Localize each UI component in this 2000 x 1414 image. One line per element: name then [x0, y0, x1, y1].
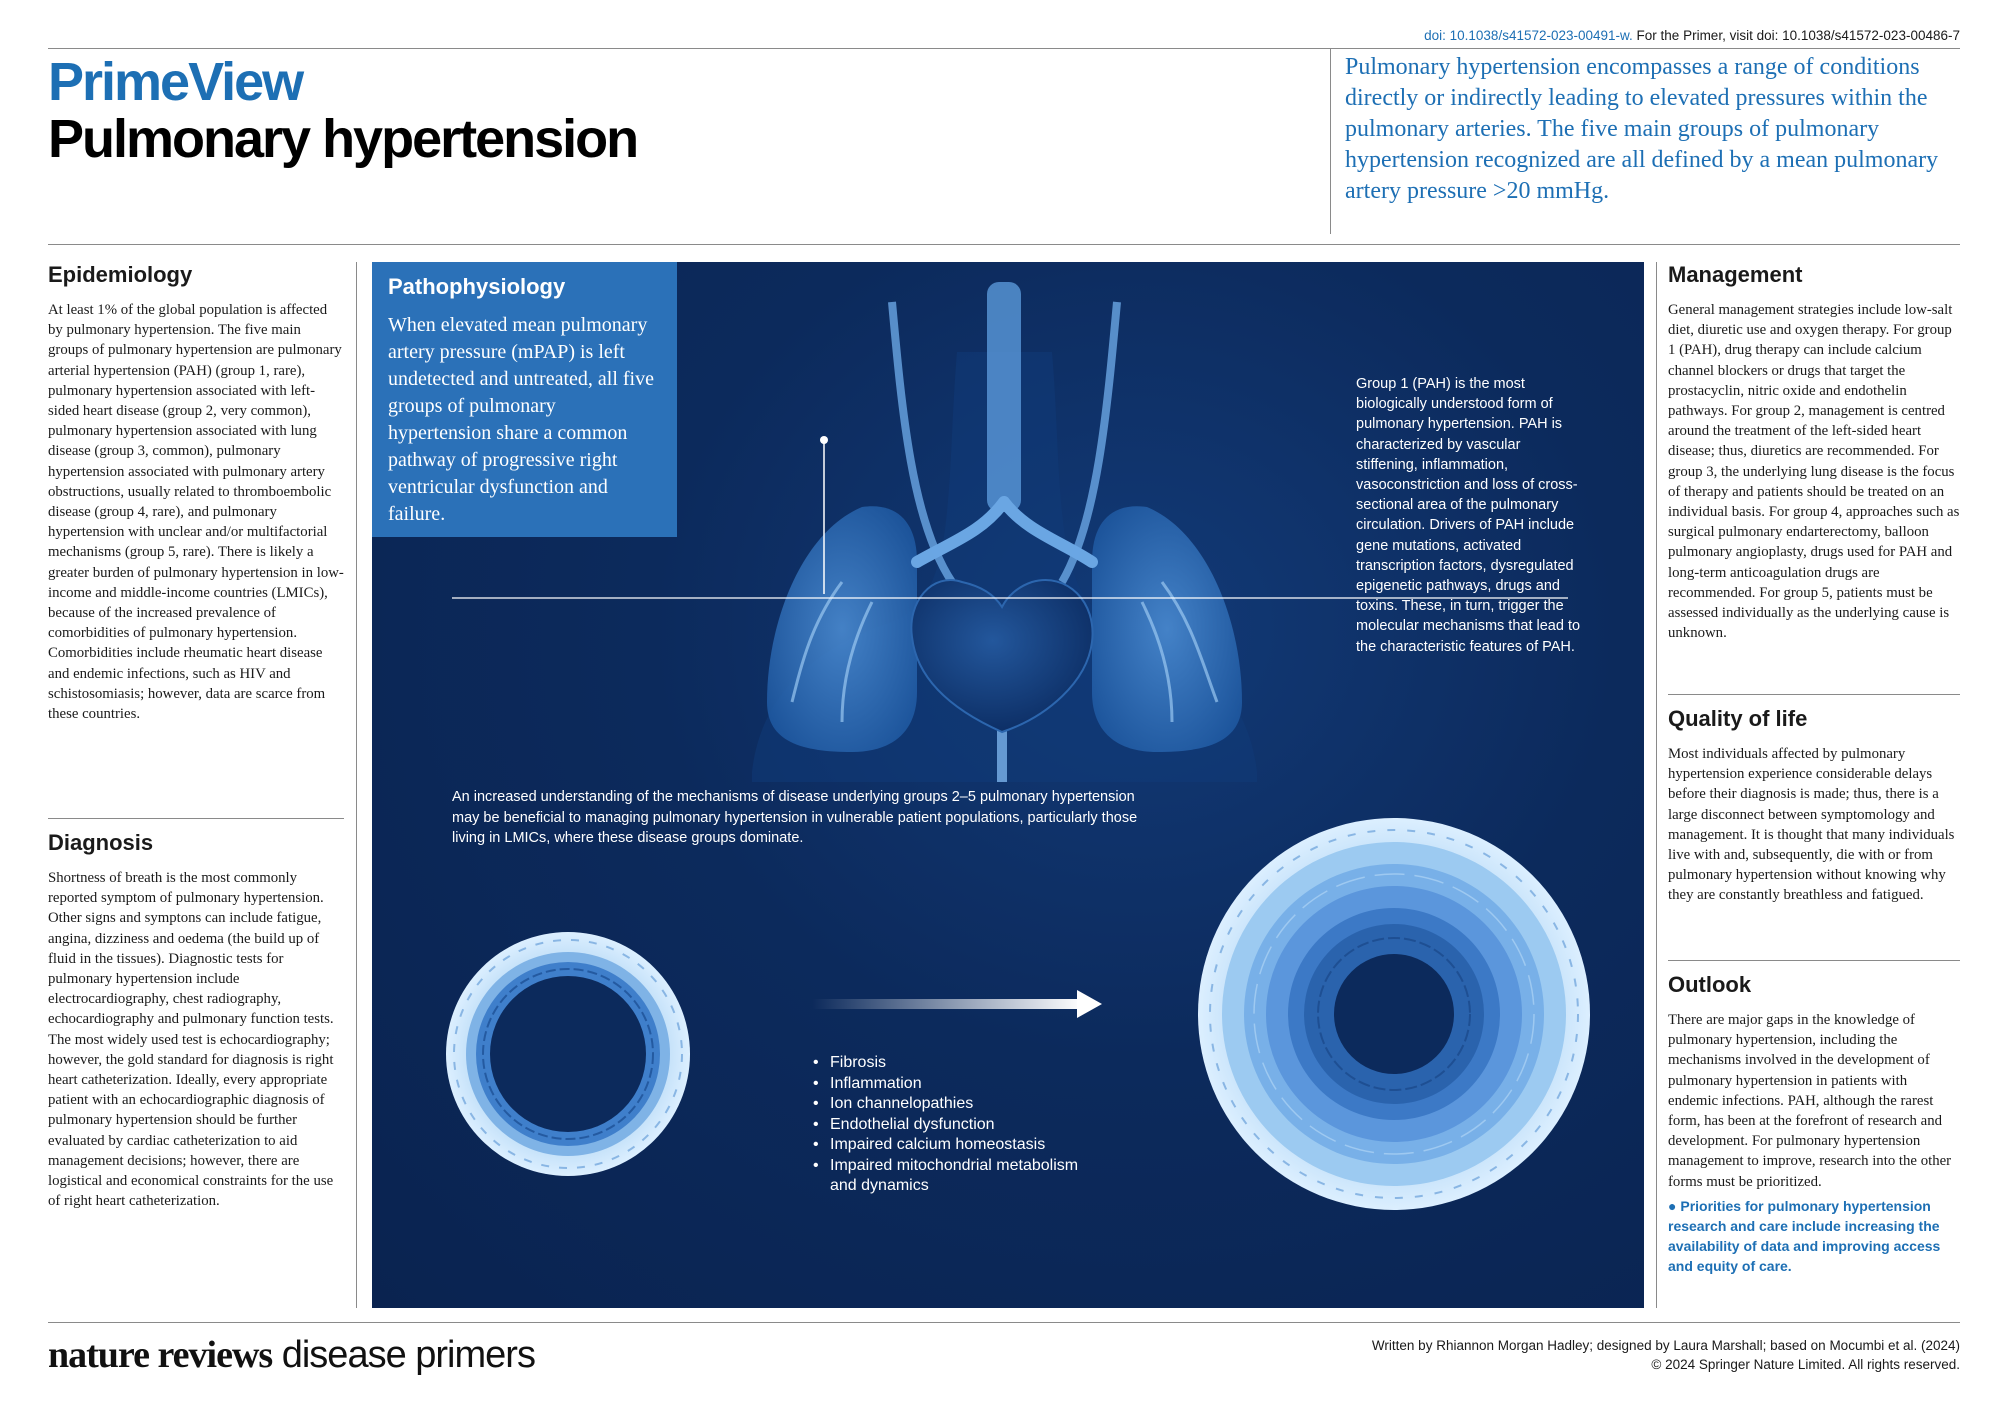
management-body: General management strategies include low-salt diet, diuretic use and oxygen therapy. For group 1 (PAH), drug therapy can include calcium channel blockers or drugs that target the prostacyclin, nitric oxide and endothelin pathways. For group 2, management is centred around the treatment of the left-sided heart disease; thus, diuretics are recommended. For group 3, the underlying lung disease is the focus of therapy and patients should be treated on an individual basis. For group 4, approaches such as surgical pulmonary endarterectomy, balloon pulmonary angioplasty, drugs used for PAH and long-term anticoagulation drugs are recommended. For group 5, patients must be assessed individually as the underlying cause is unknown. [1668, 302, 1960, 642]
management-section [1668, 262, 1960, 643]
bullet-icon: • [813, 1054, 819, 1071]
list-item: and dynamics [830, 1177, 929, 1194]
copyright: © 2024 Springer Nature Limited. All rights reserved. [1651, 1357, 1960, 1372]
progression-arrow [812, 990, 1102, 1018]
bullet-icon: • [813, 1115, 819, 1133]
groups-2-5-description: An increased understanding of the mechanisms of disease underlying groups 2–5 pulmonary hypertension may be beneficial to managing pulmonary hypertension in vulnerable patient populations, particularly those living in LMICs, where these disease groups dominate. [452, 789, 1138, 846]
left-separator [48, 818, 344, 819]
list-item: • Inflammation [813, 1074, 1078, 1095]
pathophysiology-box [372, 262, 677, 537]
priorities-callout [1668, 1196, 1960, 1276]
list-item: • Fibrosis [813, 1053, 1078, 1074]
outlook-heading: Outlook [1668, 972, 1752, 997]
quality-of-life-body: Most individuals affected by pulmonary hypertension experience considerable delays before their diagnosis is made; thus, there is a large disconnect between symptomology and management. It is thought that many individuals live with and, subsequently, die with or from pulmonary hypertension without knowing why they are constantly breathless and fatigued. [1668, 746, 1955, 904]
bullet-icon: • [813, 1136, 819, 1153]
right-separator-1 [1668, 694, 1960, 695]
diagnosis-section [48, 830, 344, 1211]
normal-artery-cross-section [446, 932, 690, 1176]
pathophysiology-body: When elevated mean pulmonary artery pressure (mPAP) is left undetected and untreated, all five groups of pulmonary hypertension share a common pathway of progressive right ventricular dysfunction and failure. [388, 314, 654, 525]
group1-description: Group 1 (PAH) is the most biologically understood form of pulmonary hypertension. PAH is characterized by vascular stiffening, inflammation, vasoconstriction and loss of cross-sectional area of the pulmonary circulation. Drivers of PAH include gene mutations, activated transcription factors, dysregulated epigenetic pathways, drugs and toxins. These, in turn, trigger the molecular mechanisms that lead to the characteristic features of PAH. [1356, 376, 1581, 655]
epidemiology-section [48, 262, 344, 724]
right-lung [1092, 506, 1242, 752]
trachea [987, 282, 1021, 512]
pathophysiology-heading: Pathophysiology [388, 274, 566, 299]
priorities-text: Priorities for pulmonary hypertension research and care include increasing the availability of data and improving access and equity of care. [1668, 1197, 1941, 1274]
outlook-section [1668, 972, 1960, 1276]
management-heading: Management [1668, 262, 1803, 287]
doi-link[interactable]: doi: 10.1038/s41572-023-00491-w. [1424, 28, 1633, 43]
quality-of-life-section [1668, 706, 1960, 906]
right-separator-2 [1668, 960, 1960, 961]
brand-light: disease primers [272, 1334, 535, 1376]
list-item: • Endothelial dysfunction [813, 1115, 1078, 1136]
list-item: • Impaired mitochondrial metabolism [813, 1156, 1078, 1177]
footer-rule [48, 1322, 1960, 1323]
top-rule [48, 48, 1960, 49]
doi-primer-text: For the Primer, visit doi: 10.1038/s41572-023-00486-7 [1632, 28, 1960, 43]
brand-bold: nature reviews [48, 1334, 273, 1376]
header-divider [1330, 48, 1331, 234]
pointer-dot [820, 436, 828, 444]
credits [1372, 1336, 1960, 1374]
brand-title: PrimeView [48, 52, 303, 112]
filled-circle-bullet-icon: ● [1668, 1197, 1681, 1214]
diagnosis-body: Shortness of breath is the most commonly reported symptom of pulmonary hypertension. Other signs and symptons can include fatigue, angina, dizziness and oedema (the build up of fluid in the tissues). Diagnostic tests for pulmonary hypertension include electrocardiography, chest radiography, echocardiography and pulmonary function tests. The most widely used test is echocardiography; however, the gold standard for diagnosis is right heart catheterization. Ideally, every appropriate patient with an echocardiographic diagnosis of pulmonary hypertension should be further evaluated by cardiac catheterization to aid management decisions; however, there are logistical and economical constraints for the use of right heart catheterization. [48, 870, 334, 1210]
page-title: Pulmonary hypertension [48, 109, 638, 169]
pathophysiology-panel [372, 262, 1644, 1308]
author-credit: Written by Rhiannon Morgan Hadley; designed by Laura Marshall; based on Mocumbi et al. (2024) [1371, 1338, 1960, 1353]
bullet-icon: • [813, 1074, 819, 1092]
quality-of-life-heading: Quality of life [1668, 706, 1808, 731]
left-column-divider [356, 262, 357, 1308]
remodelled-artery-cross-section [1198, 818, 1590, 1210]
bullet-icon: • [813, 1095, 819, 1112]
epidemiology-heading: Epidemiology [48, 262, 193, 287]
outlook-body: There are major gaps in the knowledge of pulmonary hypertension, including the mechanisms involved in the development of pulmonary hypertension in patients with endemic infections. PAH, although the rarest form, has been at the forefront of research and development. For pulmonary hypertension management to improve, research into the other forms must be prioritized. [1668, 1012, 1952, 1190]
summary-text: Pulmonary hypertension encompasses a range of conditions directly or indirectly leading to elevated pressures within the pulmonary arteries. The five main groups of pulmonary hypertension recognized are all defined by a mean pulmonary artery pressure >20 mmHg. [1345, 54, 1939, 204]
list-item: • Impaired calcium homeostasis [813, 1135, 1078, 1156]
diagnosis-heading: Diagnosis [48, 830, 154, 855]
right-column-divider [1656, 262, 1657, 1308]
header-bottom-rule [48, 244, 1960, 245]
publisher-logo [48, 1333, 535, 1377]
bullet-icon: • [813, 1156, 819, 1174]
list-item: • Ion channelopathies [813, 1094, 1078, 1115]
mechanism-list [813, 1053, 1078, 1197]
doi-line [1424, 28, 1960, 43]
epidemiology-body: At least 1% of the global population is affected by pulmonary hypertension. The five main groups of pulmonary hypertension are pulmonary arterial hypertension (PAH) (group 1, rare), pulmonary hypertension associated with left-sided heart disease (group 2, very common), pulmonary hypertension associated with lung disease (group 3, common), pulmonary hypertension associated with pulmonary artery obstructions, usually related to thromboembolic disease (group 4, rare), and pulmonary hypertension with unclear and/or multifactorial mechanisms (group 5, rare). There is likely a greater burden of pulmonary hypertension in low-income and middle-income countries (LMICs), because of the increased prevalence of comorbidities of pulmonary hypertension. Comorbidities include rheumatic heart disease and endemic infections, such as HIV and schistosomiasis; however, data are scarce from these countries. [48, 302, 344, 723]
